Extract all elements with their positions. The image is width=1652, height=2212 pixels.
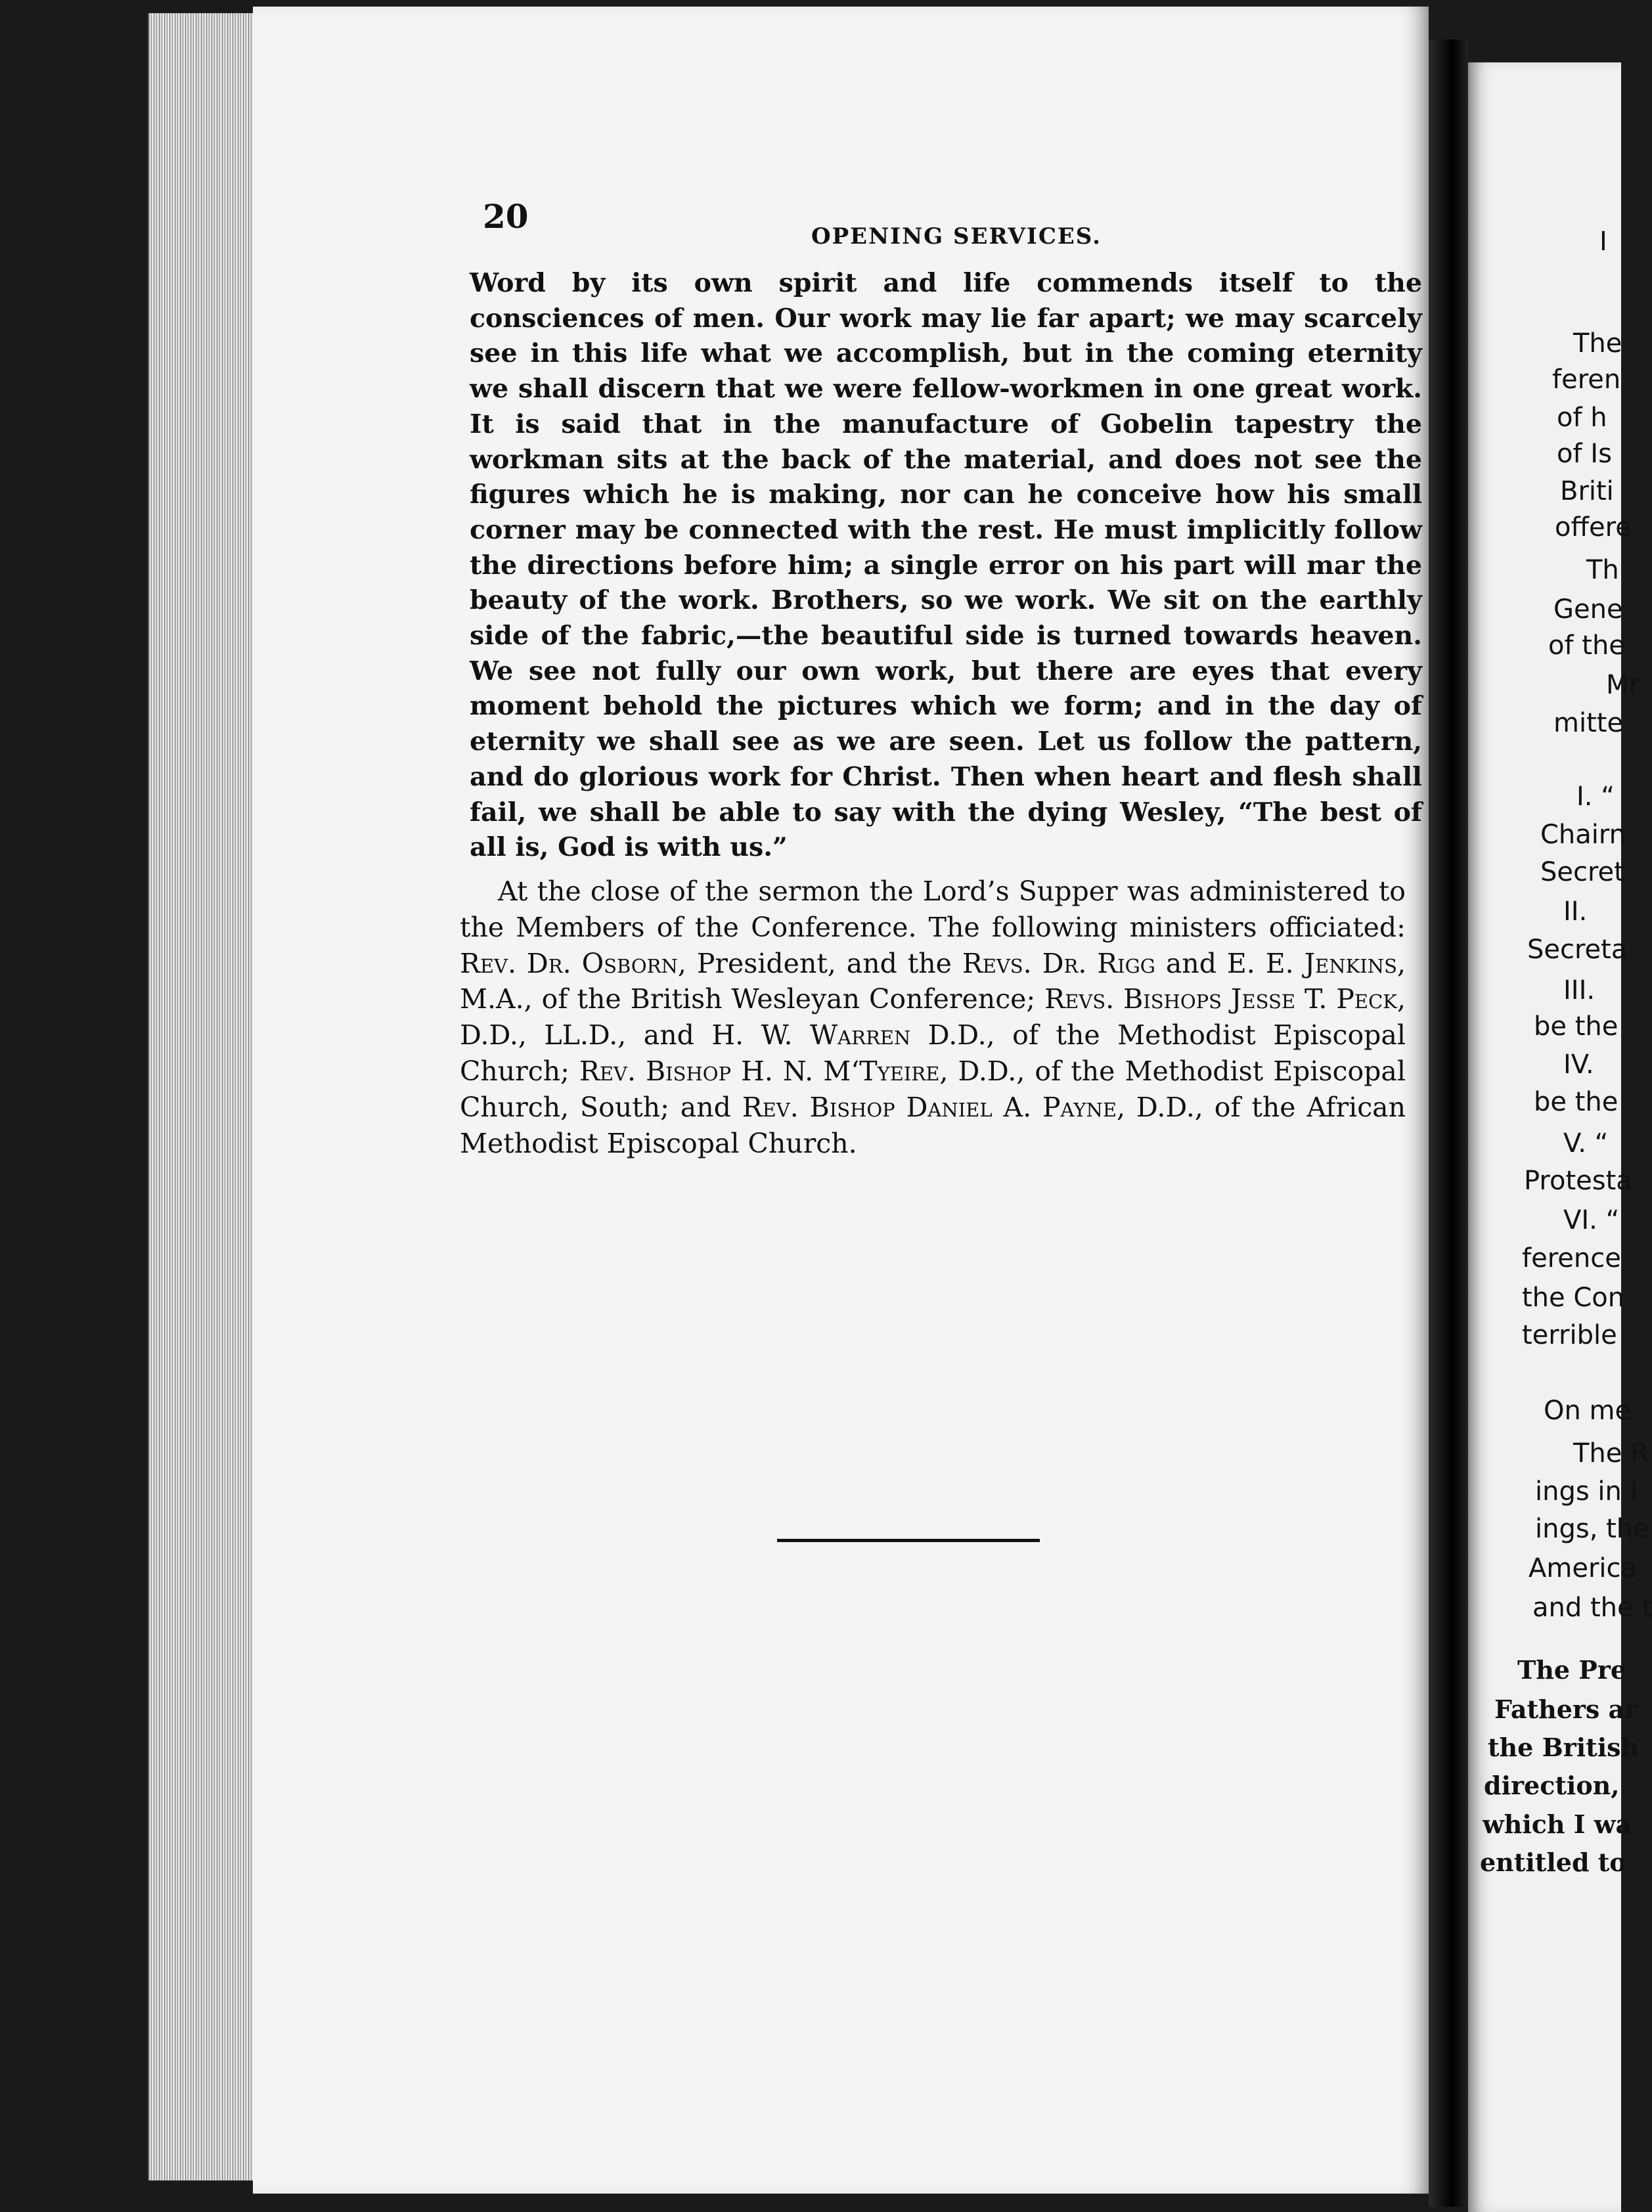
paragraph-text: and (1155, 947, 1227, 979)
right-page-line: Gene (1553, 594, 1623, 625)
right-page-line: ference (1522, 1243, 1621, 1273)
right-page-line: On me (1544, 1396, 1632, 1426)
right-page-line: VI. “ (1563, 1205, 1620, 1235)
right-page-line: Briti (1560, 476, 1614, 506)
paragraph-text: At the close of the sermon the Lord’s Supper was administered to the Members of the Conference. The following ministers officiated: (460, 875, 1406, 943)
right-page-line: The Pre (1517, 1655, 1627, 1685)
right-page-line: of Is (1557, 439, 1612, 469)
right-page-line: America (1529, 1553, 1637, 1583)
right-page-line: Mr (1606, 670, 1640, 700)
officiant-name: Revs. Dr. Rigg (962, 947, 1155, 979)
page-stack-edge (148, 13, 254, 2180)
paragraph-text: , D.D., of the Methodist Episcopal Church, South; and (460, 1055, 1406, 1123)
right-page-line: Protesta (1524, 1166, 1632, 1196)
right-page-line: mitte (1553, 708, 1624, 738)
right-page-line: which I wa (1483, 1809, 1632, 1839)
right-page-line: feren (1552, 365, 1621, 395)
right-page-line: terrible (1522, 1320, 1617, 1350)
right-page-line: I. “ (1576, 782, 1615, 812)
book-gutter (1429, 39, 1468, 2207)
right-page-line: the Con (1522, 1283, 1625, 1313)
right-page-line: ings, the (1535, 1514, 1649, 1544)
right-page-line: IV. (1563, 1050, 1594, 1080)
sermon-closing-paragraph: Word by its own spirit and life commends itself to the consciences of men. Our work may lie far apart; we may scarcely see in this life what we accomplish, but in the coming eternity we shall discern that we were fellow-workmen in one great work. It is said that in the manufacture of Gobelin tapestry the workman sits at the back of the material, and does not see the figures which he is making, nor can he conceive how his small corner may be connected with the rest. He must implicitly follow the directions before him; a single error on his part will mar the beauty of the work. Brothers, so we work. We sit on the earthly side of the fabric,—the beautiful side is turned towards heaven. We see not fully our own work, but there are eyes that every moment behold the pictures which we form; and in the day of eternity we shall see as we are seen. Let us follow the pattern, and do glorious work for Christ. Then when heart and flesh shall fail, we shall be able to say with the dying Wesley, “The best of all is, God is with us.” (470, 268, 1422, 863)
right-page-line: of the (1548, 630, 1625, 661)
officiant-name: Rev. Dr. Osborn (460, 947, 678, 979)
right-page-line: and the t (1532, 1593, 1652, 1623)
right-page-line: of h (1557, 403, 1607, 433)
right-page-line: II. (1563, 896, 1588, 927)
section-divider-rule (777, 1539, 1040, 1542)
right-page-line: Th (1586, 555, 1619, 585)
right-page-line: I (1599, 227, 1607, 257)
right-page-line: offere (1555, 512, 1632, 542)
right-page-line: ings in I (1535, 1476, 1638, 1507)
right-page-line: direction, (1484, 1771, 1620, 1800)
right-page-line: the British (1488, 1733, 1640, 1762)
paragraph-text: , President, and the (677, 947, 962, 979)
paragraph-text: , D.D., of the African Methodist Episcopal Church. (460, 1091, 1406, 1159)
right-page-line: entitled to (1480, 1847, 1626, 1877)
officiant-name: Rev. Bishop Daniel A. Payne (742, 1091, 1117, 1123)
paragraph-text: , M.A., of the British Wesleyan Conference; (460, 947, 1406, 1015)
right-page (1468, 62, 1652, 2212)
right-page-line: Fathers ar (1494, 1694, 1638, 1724)
paragraph-text: , D.D., LL.D., and (460, 983, 1406, 1051)
right-page-line: Secreta (1527, 935, 1628, 965)
right-page-line: V. “ (1563, 1128, 1609, 1159)
right-page-line: be the (1534, 1011, 1619, 1042)
right-page-line: Chairn (1540, 820, 1626, 850)
lords-supper-paragraph (460, 874, 1406, 1161)
officiant-name: Revs. Bishops Jesse T. Peck (1044, 983, 1397, 1015)
right-page-line: be the (1534, 1087, 1619, 1117)
page-number: 20 (483, 197, 529, 236)
right-page-line: The R (1573, 1438, 1649, 1469)
officiant-name: E. E. Jenkins (1226, 947, 1397, 979)
officiant-name: Rev. Bishop H. N. M‘Tyeire (579, 1055, 940, 1087)
right-page-line: III. (1563, 975, 1596, 1006)
paragraph-text: D.D., of the Methodist Episcopal Church; (460, 1019, 1406, 1087)
right-page-line: The (1573, 328, 1622, 359)
officiant-name: H. W. Warren (711, 1019, 911, 1051)
running-title: OPENING SERVICES. (811, 223, 1102, 250)
right-page-line: Secret (1540, 857, 1624, 887)
